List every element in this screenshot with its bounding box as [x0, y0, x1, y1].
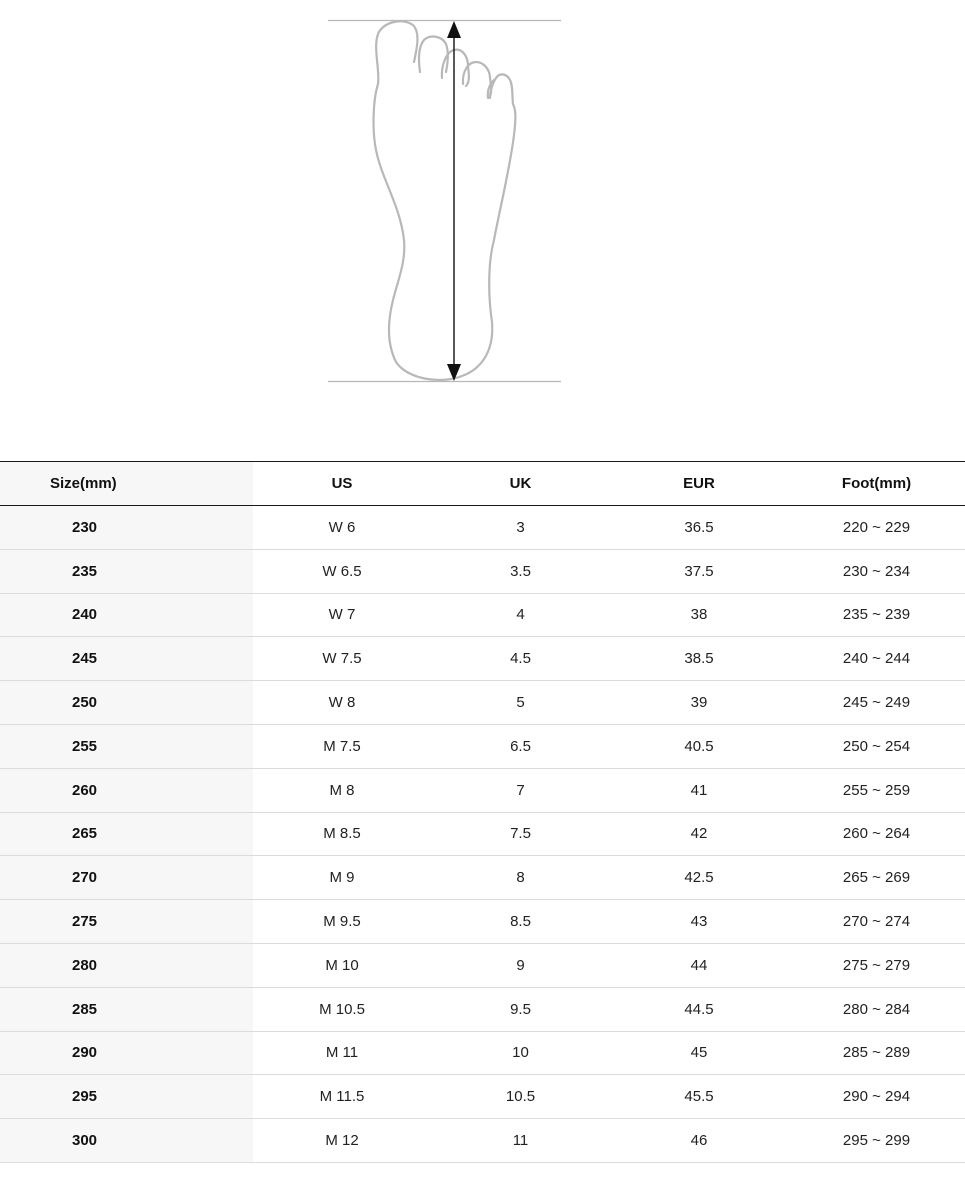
cell-size-mm: 260: [0, 768, 253, 812]
cell-foot-mm: 220 ~ 229: [842, 518, 911, 536]
table-row: [0, 768, 965, 812]
cell-us: W 7: [328, 606, 356, 624]
cell-foot-mm: 295 ~ 299: [842, 1132, 911, 1150]
cell-us: M 7.5: [323, 737, 361, 755]
cell-uk: 10.5: [505, 1088, 536, 1106]
cell-size-mm: 275: [0, 900, 253, 944]
cell-uk: 4.5: [510, 650, 531, 668]
cell-us: M 9: [329, 869, 355, 887]
cell-size-mm: 245: [0, 637, 253, 681]
cell-size-mm: 230: [0, 506, 253, 550]
table-row: [0, 593, 965, 637]
cell-eur: 43: [690, 913, 708, 931]
size-chart-table: [0, 461, 965, 1163]
table-row: [0, 943, 965, 987]
header-us: US: [331, 475, 353, 492]
cell-size-mm: 265: [0, 812, 253, 856]
table-row: [0, 900, 965, 944]
cell-foot-mm: 255 ~ 259: [842, 781, 911, 799]
cell-uk: 8.5: [510, 913, 531, 931]
cell-foot-mm: 280 ~ 284: [842, 1000, 911, 1018]
cell-size-mm: 250: [0, 681, 253, 725]
table-row: [0, 637, 965, 681]
cell-size-mm: 295: [0, 1075, 253, 1119]
cell-eur: 46: [690, 1132, 708, 1150]
table-row: [0, 856, 965, 900]
cell-foot-mm: 240 ~ 244: [842, 650, 911, 668]
cell-us: M 9.5: [323, 913, 361, 931]
cell-us: M 8: [329, 781, 355, 799]
cell-uk: 9.5: [510, 1000, 531, 1018]
cell-foot-mm: 290 ~ 294: [842, 1088, 911, 1106]
cell-eur: 44.5: [684, 1000, 714, 1018]
cell-us: M 8.5: [323, 825, 361, 843]
cell-eur: 41: [690, 781, 708, 799]
table-row: [0, 1031, 965, 1075]
table-row: [0, 506, 965, 550]
cell-size-mm: 255: [0, 724, 253, 768]
table-row: [0, 549, 965, 593]
foot-outline-icon: [374, 21, 516, 380]
cell-size-mm: 235: [0, 549, 253, 593]
cell-us: W 7.5: [322, 650, 362, 668]
cell-eur: 39: [690, 694, 708, 712]
cell-uk: 3: [516, 518, 525, 536]
cell-us: M 10.5: [319, 1000, 365, 1018]
cell-uk: 5: [516, 694, 525, 712]
cell-us: M 10: [325, 956, 359, 974]
cell-uk: 6.5: [510, 737, 531, 755]
cell-size-mm: 240: [0, 593, 253, 637]
cell-size-mm: 300: [0, 1119, 253, 1163]
header-foot-mm: Foot(mm): [841, 475, 912, 492]
cell-eur: 40.5: [684, 737, 714, 755]
cell-foot-mm: 245 ~ 249: [842, 694, 911, 712]
cell-foot-mm: 235 ~ 239: [842, 606, 911, 624]
cell-foot-mm: 265 ~ 269: [842, 869, 911, 887]
cell-eur: 42: [690, 825, 708, 843]
cell-us: M 11: [325, 1044, 359, 1062]
header-uk: UK: [509, 475, 532, 492]
header-size-mm: Size(mm): [0, 462, 253, 506]
cell-uk: 4: [516, 606, 525, 624]
cell-foot-mm: 285 ~ 289: [842, 1044, 911, 1062]
cell-foot-mm: 250 ~ 254: [842, 737, 911, 755]
table-row: [0, 987, 965, 1031]
foot-measurement-diagram: [0, 0, 965, 400]
cell-size-mm: 270: [0, 856, 253, 900]
cell-foot-mm: 230 ~ 234: [842, 562, 911, 580]
table-row: [0, 812, 965, 856]
cell-us: W 6.5: [322, 562, 362, 580]
cell-uk: 8: [516, 869, 525, 887]
length-arrow-icon: [447, 21, 461, 381]
cell-uk: 10: [512, 1044, 529, 1062]
cell-eur: 44: [690, 956, 708, 974]
cell-eur: 45.5: [684, 1088, 714, 1106]
table-header-row: [0, 462, 965, 506]
cell-foot-mm: 270 ~ 274: [842, 913, 911, 931]
cell-eur: 37.5: [684, 562, 714, 580]
cell-foot-mm: 260 ~ 264: [842, 825, 911, 843]
cell-us: M 12: [325, 1132, 359, 1150]
cell-eur: 45: [690, 1044, 708, 1062]
cell-uk: 11: [512, 1132, 529, 1150]
cell-foot-mm: 275 ~ 279: [842, 956, 911, 974]
cell-size-mm: 280: [0, 943, 253, 987]
cell-eur: 38.5: [684, 650, 714, 668]
cell-uk: 7: [516, 781, 525, 799]
cell-us: M 11.5: [319, 1088, 365, 1106]
cell-us: W 6: [328, 518, 356, 536]
cell-uk: 3.5: [510, 562, 531, 580]
cell-eur: 38: [690, 606, 708, 624]
cell-size-mm: 290: [0, 1031, 253, 1075]
table-row: [0, 681, 965, 725]
cell-eur: 42.5: [684, 869, 714, 887]
cell-eur: 36.5: [684, 518, 714, 536]
cell-uk: 9: [516, 956, 525, 974]
table-row: [0, 1119, 965, 1163]
cell-us: W 8: [328, 694, 356, 712]
header-eur: EUR: [683, 475, 715, 492]
cell-size-mm: 285: [0, 987, 253, 1031]
table-row: [0, 724, 965, 768]
cell-uk: 7.5: [510, 825, 531, 843]
table-row: [0, 1075, 965, 1119]
